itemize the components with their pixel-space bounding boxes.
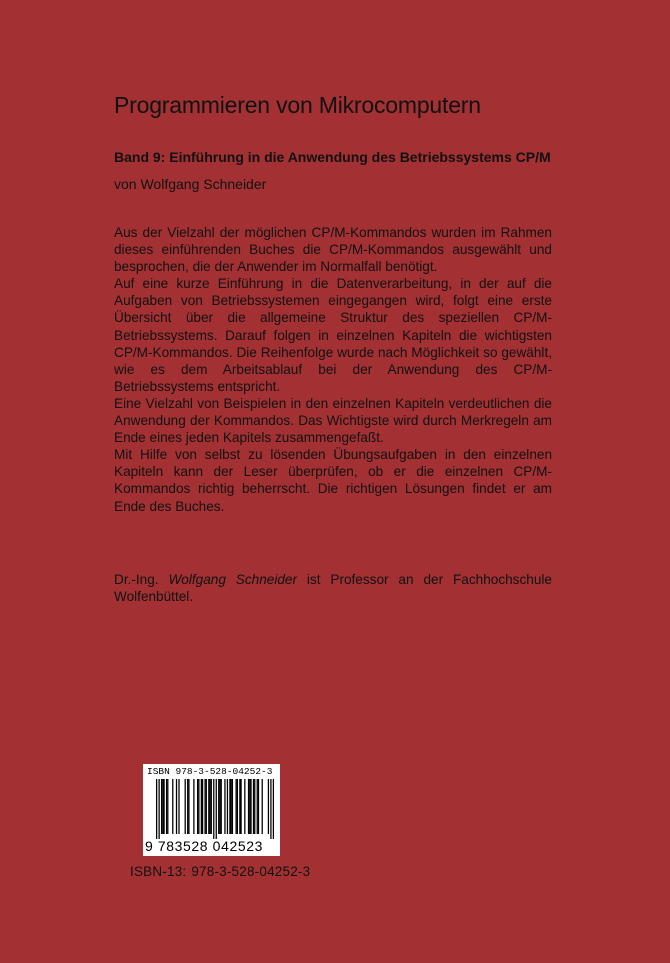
barcode-bars (156, 779, 274, 839)
barcode-bar (257, 779, 258, 834)
series-title: Programmieren von Mikrocomputern (114, 92, 481, 118)
barcode-bar (156, 779, 157, 839)
barcode-bar (166, 779, 167, 834)
barcode-bar (188, 779, 189, 834)
blurb-paragraph: Eine Vielzahl von Beispielen in den einzelnen Kapiteln verdeutlichen die Anwendung der Kommandos. Das Wichtigste wird durch Merkregeln am Ende eines jeden Kapitels zusammengefaßt. (114, 395, 552, 446)
barcode-bar (218, 779, 219, 834)
barcode-bar (206, 779, 207, 834)
barcode-bar (232, 779, 233, 834)
barcode-bar (213, 779, 214, 839)
barcode-bar (258, 779, 259, 834)
isbn-13: ISBN-13: 978-3-528-04252-3 (130, 864, 311, 879)
barcode-bar (229, 779, 230, 834)
bio-suffix: ist Professor an der Fachhochschule Wolfenbüttel. (114, 572, 552, 605)
barcode-bar (235, 779, 236, 834)
barcode-bar (244, 779, 245, 834)
barcode-bar (249, 779, 250, 834)
barcode-bar (163, 779, 164, 834)
barcode-bar (262, 779, 263, 834)
barcode-bar (231, 779, 232, 834)
barcode-bar (178, 779, 179, 834)
volume-title: Band 9: Einführung in die Anwendung des Betriebssystems CP/M (114, 149, 551, 165)
barcode-bar (204, 779, 205, 834)
barcode (143, 764, 280, 856)
barcode-bar (202, 779, 203, 834)
barcode-bar (221, 779, 222, 834)
barcode-bar (176, 779, 177, 834)
barcode-bar (161, 779, 162, 834)
blurb-paragraph: Aus der Vielzahl der möglichen CP/M-Kommandos wurden im Rahmen dieses einführenden Buches die CP/M-Kommandos ausgewählt und besprochen, die der Anwender im Normalfall benötigt. (114, 225, 552, 275)
barcode-bar (268, 779, 269, 834)
barcode-bar (185, 779, 186, 834)
blurb-paragraph: Mit Hilfe von selbst zu lösenden Übungsaufgaben in den einzelnen Kapiteln kann der Leser überprüfen, ob er die einzelnen CP/M-Kommandos richtig beherrscht. Die richtigen Lösungen findet er am Ende des Buches. (114, 447, 552, 514)
author-bio (114, 571, 552, 606)
barcode-bar (248, 779, 249, 834)
barcode-bar (239, 779, 240, 834)
barcode-bar (211, 779, 212, 834)
blurb-paragraph: Auf eine kurze Einführung in die Datenverarbeitung, in der auf die Aufgaben von Betriebssystemen eingegangen wird, folgt eine erste Übersicht über die allgemeine Struktur des speziellen CP/M-Betriebssystems. Darauf folgen in einzelnen Kapiteln die wichtigsten CP/M-Kommandos. Die Reihenfolge wurde nach Möglichkeit so gewählt, wie es dem Arbeitsablauf bei der Anwendung des CP/M-Betriebssystems entspricht. (114, 276, 552, 394)
barcode-bar (197, 779, 198, 834)
barcode-bar (240, 779, 241, 834)
barcode-bar (193, 779, 194, 834)
barcode-bar (209, 779, 210, 834)
barcode-bar (273, 779, 274, 839)
barcode-bar (172, 779, 173, 834)
barcode-bar (216, 779, 217, 839)
barcode-bar (219, 779, 220, 834)
bio-prefix: Dr.-Ing. (114, 572, 169, 587)
barcode-bar (253, 779, 254, 834)
blurb-text (114, 224, 552, 515)
barcode-isbn-text: ISBN 978-3-528-04252-3 (147, 766, 273, 777)
barcode-bar (187, 779, 188, 834)
barcode-bar (224, 779, 225, 834)
barcode-bar (208, 779, 209, 834)
barcode-bar (237, 779, 238, 834)
barcode-bar (270, 779, 271, 839)
barcode-bar (162, 779, 163, 834)
barcode-bar (250, 779, 251, 834)
barcode-bar (167, 779, 168, 834)
barcode-bar (158, 779, 159, 839)
barcode-bar (198, 779, 199, 834)
barcode-digits: 9 783528 042523 (145, 838, 263, 854)
barcode-bar (227, 779, 228, 834)
barcode-bar (201, 779, 202, 834)
barcode-bar (254, 779, 255, 834)
bio-author-name: Wolfgang Schneider (168, 572, 297, 587)
author-line: von Wolfgang Schneider (114, 176, 267, 192)
